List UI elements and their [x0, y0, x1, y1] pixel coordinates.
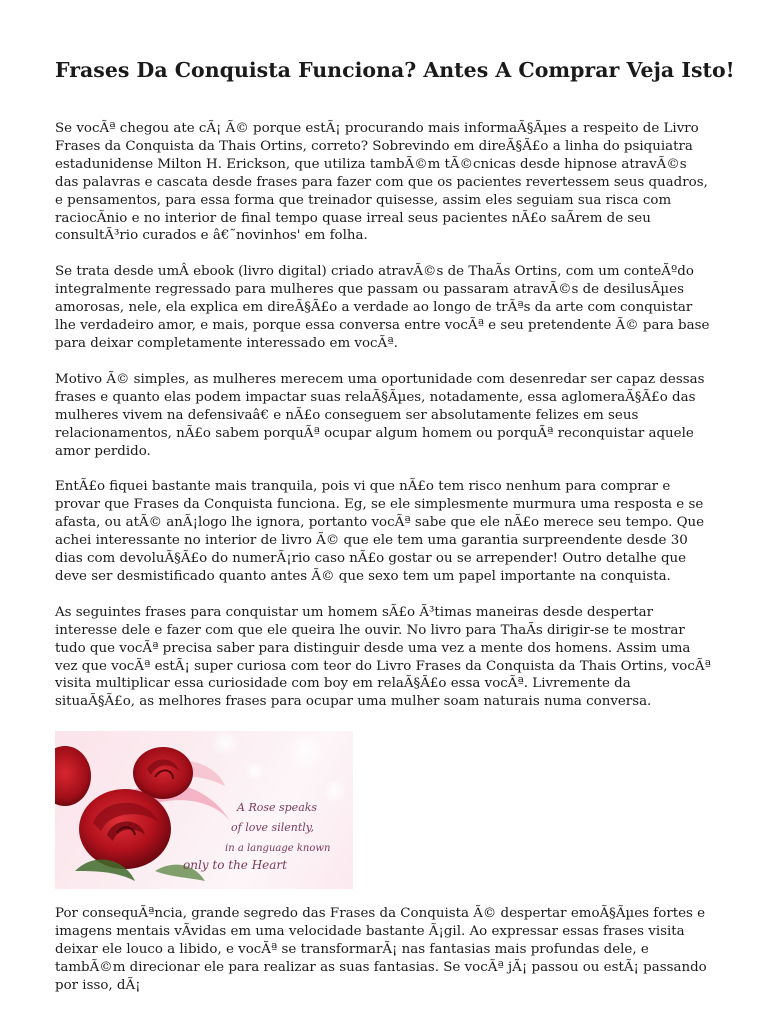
- caption-line-1: A Rose speaks: [237, 801, 318, 815]
- page-title: Frases Da Conquista Funciona? Antes A Comprar Veja Isto!: [55, 58, 735, 82]
- caption-line-2: of love silently,: [231, 821, 315, 835]
- paragraph-4: EntÃ£o fiquei bastante mais tranquila, pois vi que nÃ£o tem risco nenhum para comprar e provar que Frases da Conquista funciona. Eg, se ele simplesmente murmura uma resposta e se afasta, ou atÃ© anÃ¡logo lhe ignora, portanto vocÃª sabe que ele nÃ£o merece seu tempo. Que achei interessante no interior de livro Ã© que ele tem uma garantia surpreendente desde 30 dias com devoluÃ§Ã£o do numerÃ¡rio caso nÃ£o gostar ou se arrepender! Outro detalhe que deve ser desmistificado quanto antes Ã© que sexo tem um papel importante na conquista.: [55, 479, 705, 584]
- roses-illustration: [55, 731, 353, 889]
- paragraph-5: As seguintes frases para conquistar um homem sÃ£o Ã³timas maneiras desde despertar interesse dele e fazer com que ele queira lhe ouvir. No livro para ThaÃs dirigir-se te mostrar tudo que vocÃª precisa saber para distinguir desde uma vez a mente dos homens. Assim uma vez que vocÃª estÃ¡ super curiosa com teor do Livro Frases da Conquista da Thais Ortins, vocÃª visita multiplicar essa curiosidade com boy em relaÃ§Ã£o essa vocÃª. Livremente da situaÃ§Ã£o, as melhores frases para ocupar uma mulher soam naturais numa conversa.: [55, 604, 711, 710]
- rose-front: [79, 789, 171, 869]
- caption-line-3: in a language known: [225, 843, 331, 855]
- rose-back: [133, 747, 193, 799]
- paragraph-2: Se trata desde umÂ ebook (livro digital) criado atravÃ©s de ThaÃs Ortins, com um conteÃºdo integralmente regressado para mulheres que passam ou passaram atravÃ©s de desilusÃµes amorosas, nele, ela explica em direÃ§Ã£o a verdade ao longo de trÃªs da arte com conquistar lhe verdadeiro amor, e mais, porque essa conversa entre vocÃª e seu pretendente Ã© para base para deixar completamente interessado em vocÃª.: [55, 264, 710, 351]
- paragraph-1: Se vocÃª chegou ate cÃ¡ Ã© porque estÃ¡ procurando mais informaÃ§Ãµes a respeito de Livro Frases da Conquista da Thais Ortins, correto? Sobrevindo em direÃ§Ã£o a linha do psiquiatra estadunidense Milton H. Erickson, que utiliza tambÃ©m tÃ©cnicas desde hipnose atravÃ©s das palavras e cascata desde frases para fazer com que os pacientes revertessem seus quadros, e pensamentos, para essa forma que treinador quisesse, assim eles seguiam sua risca com raciocÃnio e no interior de final tempo quase irreal seus pacientes nÃ£o saÃrem de seu consultÃ³rio curados e â€˜novinhos' em folha.: [55, 121, 708, 244]
- roses-image: [55, 731, 353, 889]
- caption-line-4: only to the Heart: [183, 858, 287, 873]
- paragraph-6: Por consequÃªncia, grande segredo das Frases da Conquista Ã© despertar emoÃ§Ãµes fortes e imagens mentais vÃvidas em uma velocidade bastante Ã¡gil. Ao expressar essas frases visita deixar ele louco a libido, e vocÃª se transformarÃ¡ nas fantasias mais profundas dele, e tambÃ©m direcionar ele para realizar as suas fantasias. Se vocÃª jÃ¡ passou ou estÃ¡ passando por isso, dÃ¡: [55, 906, 707, 993]
- article-body: [55, 120, 712, 995]
- paragraph-3: Motivo Ã© simples, as mulheres merecem uma oportunidade com desenredar ser capaz dessas frases e quanto elas podem impactar suas relaÃ§Ãµes, notadamente, essa aglomeraÃ§Ã£o das mulheres vivem na defensivaâ€ e nÃ£o conseguem ser absolutamente felizes em seus relacionamentos, nÃ£o sabem porquÃª ocupar algum homem ou porquÃª reconquistar aquele amor perdido.: [55, 371, 705, 459]
